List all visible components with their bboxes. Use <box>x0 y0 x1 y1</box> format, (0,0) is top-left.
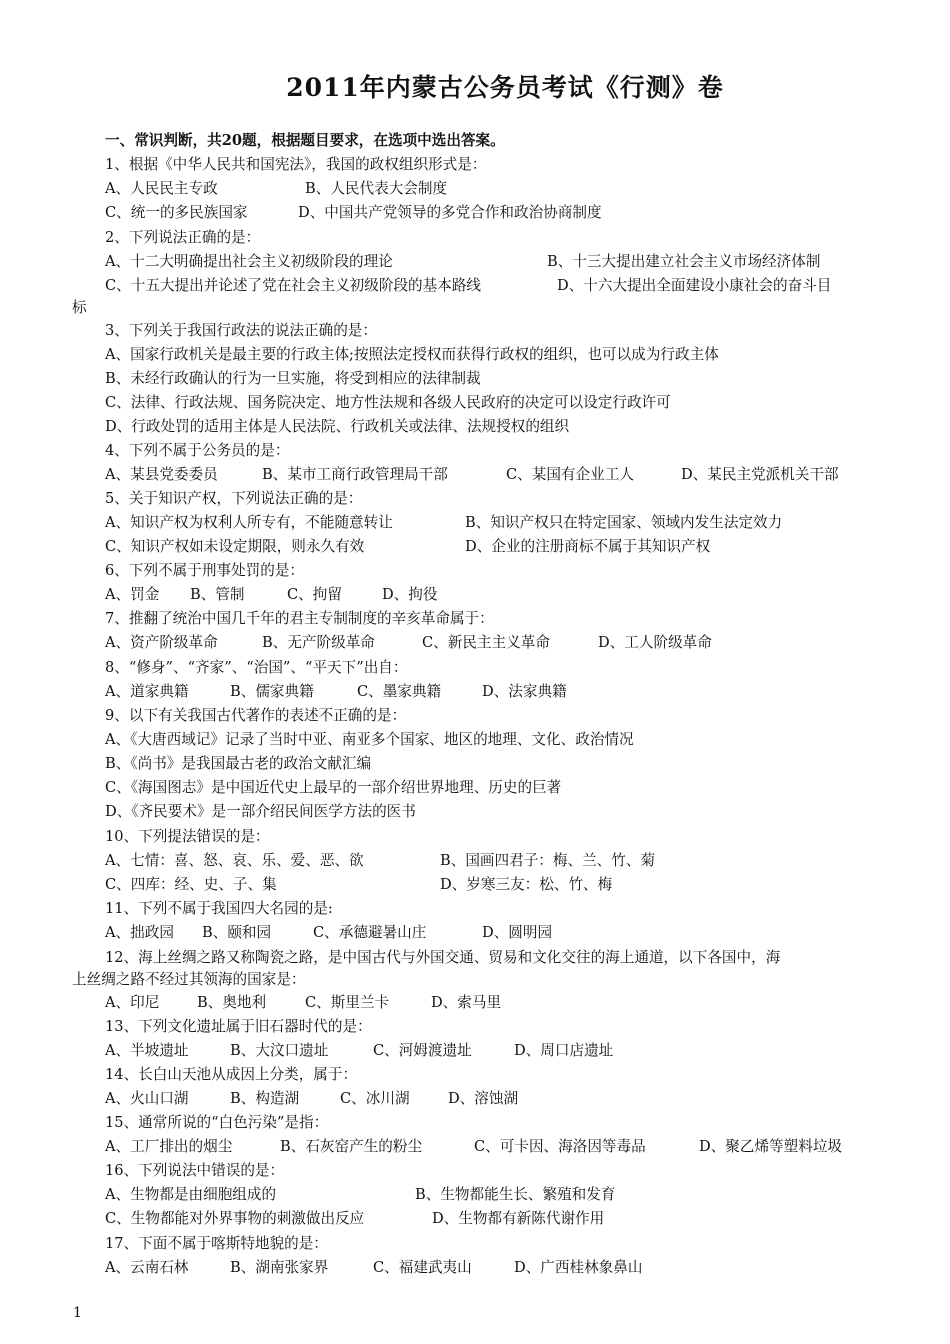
question-4: 4、下列不属于公务员的是： <box>105 442 290 459</box>
option: B、生物都能生长、繁殖和发育 <box>415 1186 616 1203</box>
option: D、中国共产党领导的多党合作和政治协商制度 <box>298 204 602 221</box>
option: A、人民民主专政 <box>105 180 218 197</box>
question-9: 9、以下有关我国古代著作的表述不正确的是： <box>105 707 407 724</box>
option: B、国画四君子：梅、兰、竹、菊 <box>440 852 656 869</box>
option: A、生物都是由细胞组成的 <box>105 1186 277 1203</box>
option: B、知识产权只在特定国家、领域内发生法定效力 <box>465 514 783 531</box>
option: D、广西桂林象鼻山 <box>514 1259 643 1276</box>
option: A、拙政园 <box>105 924 174 941</box>
option: A、某县党委委员 <box>105 466 218 483</box>
question-12: 12、海上丝绸之路又称陶瓷之路，是中国古代与外国交通、贸易和文化交往的海上通道，以下各国中，海 <box>105 949 781 966</box>
option: A、七情：喜、怒、哀、乐、爱、恶、欲 <box>105 852 364 869</box>
option: C、墨家典籍 <box>357 683 442 700</box>
option: B、构造湖 <box>230 1090 300 1107</box>
option: D、企业的注册商标不属于其知识产权 <box>465 538 711 555</box>
option: C、冰川湖 <box>340 1090 410 1107</box>
section-header: 一、常识判断，共20题，根据题目要求，在选项中选出答案。 <box>105 132 505 149</box>
option: C、新民主主义革命 <box>422 634 550 651</box>
question-14: 14、长白山天池从成因上分类，属于： <box>105 1066 358 1083</box>
option: C、生物都能对外界事物的刺激做出反应 <box>105 1210 365 1227</box>
option-continuation: 标 <box>72 299 87 316</box>
option: C、十五大提出并论述了党在社会主义初级阶段的基本路线 <box>105 277 482 294</box>
option: C、某国有企业工人 <box>506 466 634 483</box>
option: B、管制 <box>190 586 245 603</box>
option: D、生物都有新陈代谢作用 <box>432 1210 605 1227</box>
question-16: 16、下列说法中错误的是： <box>105 1162 285 1179</box>
option: B、十三大提出建立社会主义市场经济体制 <box>547 253 821 270</box>
option: C、可卡因、海洛因等毒品 <box>474 1138 646 1155</box>
option: A、印尼 <box>105 994 160 1011</box>
option: A、道家典籍 <box>105 683 189 700</box>
question-2: 2、下列说法正确的是： <box>105 229 261 246</box>
question-13: 13、下列文化遗址属于旧石器时代的是： <box>105 1018 372 1035</box>
option: B、石灰窑产生的粉尘 <box>280 1138 423 1155</box>
question-3: 3、下列关于我国行政法的说法正确的是： <box>105 322 377 339</box>
question-12-continuation: 上丝绸之路不经过其领海的国家是： <box>72 971 306 988</box>
option: A、《大唐西域记》记录了当时中亚、南亚多个国家、地区的地理、文化、政治情况 <box>105 731 634 748</box>
question-7: 7、推翻了统治中国几千年的君主专制制度的辛亥革命属于： <box>105 610 494 627</box>
option: C、河姆渡遗址 <box>373 1042 472 1059</box>
page-number: 1 <box>73 1305 82 1321</box>
option: A、罚金 <box>105 586 160 603</box>
option: D、工人阶级革命 <box>598 634 712 651</box>
question-15: 15、通常所说的“白色污染”是指： <box>105 1114 329 1131</box>
option: D、聚乙烯等塑料垃圾 <box>699 1138 843 1155</box>
option: D、法家典籍 <box>482 683 567 700</box>
option: C、斯里兰卡 <box>305 994 390 1011</box>
option: D、周口店遗址 <box>514 1042 614 1059</box>
option: D、《齐民要术》是一部介绍民间医学方法的医书 <box>105 803 416 820</box>
option: B、湖南张家界 <box>230 1259 329 1276</box>
option: B、儒家典籍 <box>230 683 314 700</box>
option: A、知识产权为权利人所专有，不能随意转让 <box>105 514 393 531</box>
question-5: 5、关于知识产权，下列说法正确的是： <box>105 490 363 507</box>
option: D、圆明园 <box>482 924 553 941</box>
option: C、法律、行政法规、国务院决定、地方性法规和各级人民政府的决定可以设定行政许可 <box>105 394 671 411</box>
option: B、奥地利 <box>197 994 267 1011</box>
option: C、拘留 <box>287 586 342 603</box>
question-11: 11、下列不属于我国四大名园的是: <box>105 900 333 917</box>
question-1: 1、根据《中华人民共和国宪法》，我国的政权组织形式是： <box>105 156 487 173</box>
option: D、拘役 <box>382 586 438 603</box>
question-10: 10、下列提法错误的是： <box>105 828 270 845</box>
question-8: 8、“修身”、“齐家”、“治国”、“平天下”出自： <box>105 659 408 676</box>
option: D、十六大提出全面建设小康社会的奋斗目 <box>557 277 832 294</box>
option: C、知识产权如未设定期限，则永久有效 <box>105 538 365 555</box>
option: D、某民主党派机关干部 <box>681 466 839 483</box>
option: B、无产阶级革命 <box>262 634 375 651</box>
option: A、资产阶级革命 <box>105 634 218 651</box>
option: A、火山口湖 <box>105 1090 189 1107</box>
option: A、国家行政机关是最主要的行政主体;按照法定授权而获得行政权的组织，也可以成为行政主体 <box>105 346 719 363</box>
option: C、承德避暑山庄 <box>313 924 427 941</box>
option: B、某市工商行政管理局干部 <box>262 466 448 483</box>
option: A、工厂排出的烟尘 <box>105 1138 233 1155</box>
option: C、福建武夷山 <box>373 1259 472 1276</box>
option: B、人民代表大会制度 <box>305 180 448 197</box>
option: C、《海国图志》是中国近代史上最早的一部介绍世界地理、历史的巨著 <box>105 779 562 796</box>
option: D、索马里 <box>431 994 502 1011</box>
option: B、颐和园 <box>202 924 272 941</box>
option: B、未经行政确认的行为一旦实施，将受到相应的法律制裁 <box>105 370 481 387</box>
page-title: 2011年内蒙古公务员考试《行测》卷 <box>286 73 724 102</box>
option: D、岁寒三友：松、竹、梅 <box>440 876 613 893</box>
option: B、大汶口遗址 <box>230 1042 329 1059</box>
option: B、《尚书》是我国最古老的政治文献汇编 <box>105 755 372 772</box>
question-6: 6、下列不属于刑事处罚的是： <box>105 562 305 579</box>
option: A、十二大明确提出社会主义初级阶段的理论 <box>105 253 393 270</box>
option: C、四库：经、史、子、集 <box>105 876 277 893</box>
option: C、统一的多民族国家 <box>105 204 248 221</box>
option: D、溶蚀湖 <box>448 1090 519 1107</box>
option: A、半坡遗址 <box>105 1042 189 1059</box>
option: A、云南石林 <box>105 1259 189 1276</box>
option: D、行政处罚的适用主体是人民法院、行政机关或法律、法规授权的组织 <box>105 418 570 435</box>
question-17: 17、下面不属于喀斯特地貌的是： <box>105 1235 328 1252</box>
